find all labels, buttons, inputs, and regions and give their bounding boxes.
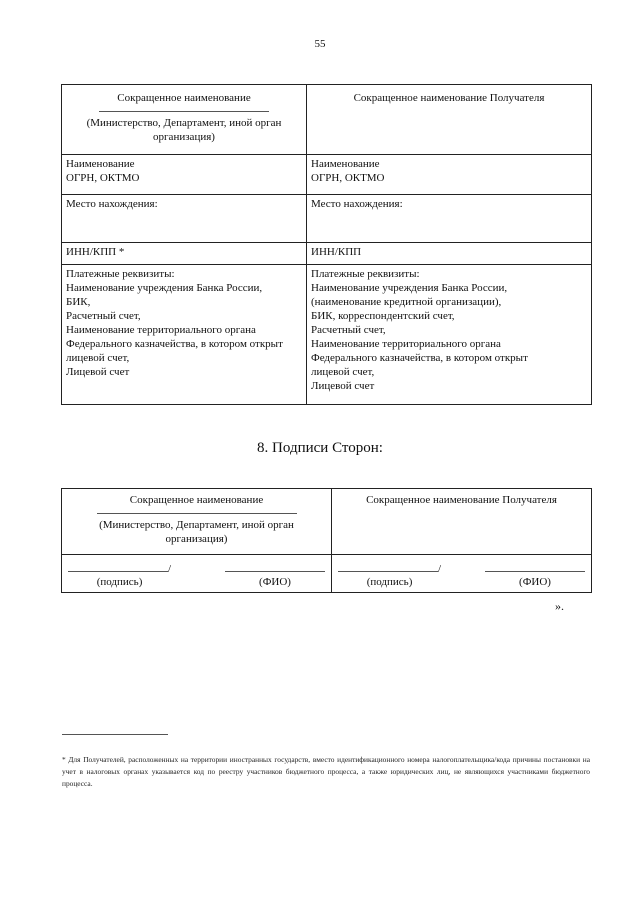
cell-line: лицевой счет,: [311, 366, 375, 378]
table-row: [62, 195, 592, 243]
page-number: 55: [314, 38, 326, 50]
inn-cell-right: [307, 243, 592, 265]
footnote-separator: [62, 734, 168, 735]
cell-line: лицевой счет,: [66, 352, 130, 364]
header-title: Сокращенное наименование: [117, 92, 251, 104]
right-party-header: [307, 85, 592, 155]
address-cell-left: [62, 195, 307, 243]
section-title: 8. Подписи Сторон:: [257, 440, 383, 456]
left-party-header: [62, 489, 332, 555]
table-row: [62, 265, 592, 405]
name-cell-right: [307, 155, 592, 195]
name-line: [225, 561, 325, 572]
signatures-table: [61, 488, 592, 593]
left-signature-cell: [62, 555, 332, 593]
cell-line: Наименование: [66, 158, 135, 170]
signature-line: [338, 561, 438, 572]
table-header-row: [62, 489, 592, 555]
cell-line: Платежные реквизиты:: [66, 268, 175, 280]
inn-cell-left: [62, 243, 307, 265]
signature-row: [62, 555, 592, 593]
cell-line: Наименование: [311, 158, 380, 170]
name-label: (ФИО): [259, 576, 291, 588]
signature-label: (подпись): [96, 576, 143, 588]
cell-line: (наименование кредитной организации),: [311, 296, 502, 308]
cell-line: БИК, корреспондентский счет,: [311, 310, 455, 322]
header-subtitle: организация): [165, 533, 228, 545]
slash: /: [438, 563, 442, 575]
cell-line: Наименование территориального органа: [66, 324, 256, 336]
header-title: Сокращенное наименование: [129, 494, 264, 506]
bank-details-right: [307, 265, 592, 405]
signature-line: [68, 561, 168, 572]
table-header-row: [62, 85, 592, 155]
cell-line: ИНН/КПП *: [66, 246, 125, 258]
table-row: [62, 155, 592, 195]
cell-line: Расчетный счет,: [311, 324, 386, 336]
cell-line: Расчетный счет,: [66, 310, 141, 322]
cell-line: Наименование учреждения Банка России,: [311, 282, 508, 294]
signature-block: [68, 561, 171, 589]
right-party-header: [332, 489, 592, 555]
cell-line: Место нахождения:: [66, 198, 158, 210]
signature-label: (подпись): [366, 576, 413, 588]
cell-line: Лицевой счет: [66, 366, 130, 378]
header-title: Сокращенное наименование Получателя: [353, 92, 545, 104]
closing-quote: ».: [555, 599, 564, 613]
header-subtitle: (Министерство, Департамент, иной орган: [86, 117, 282, 129]
cell-line: Место нахождения:: [311, 198, 403, 210]
name-line: [485, 561, 585, 572]
signature-block: [338, 561, 441, 589]
cell-line: Федерального казначейства, в котором открыт: [311, 352, 528, 364]
cell-line: БИК,: [66, 296, 91, 308]
requisites-table: [61, 84, 592, 405]
header-title: Сокращенное наименование Получателя: [366, 494, 557, 506]
name-cell-left: [62, 155, 307, 195]
cell-line: Наименование территориального органа: [311, 338, 501, 350]
name-block: [225, 561, 325, 589]
cell-line: ОГРН, ОКТМО: [66, 172, 140, 184]
header-subtitle: (Министерство, Департамент, иной орган: [99, 519, 294, 531]
underline: [99, 111, 269, 112]
footnote: * Для Получателей, расположенных на территории иностранных государств, вместо идентификационного номера налогоплательщика/кода причины постановки на учет в налоговых органах указывается код по реестру участников бюджетного процесса, а также юридических лиц, не являющихся участниками бюджетного процесса.: [62, 755, 590, 788]
slash: /: [168, 563, 172, 575]
left-party-header: [62, 85, 307, 155]
header-subtitle: организация): [153, 131, 215, 143]
address-cell-right: [307, 195, 592, 243]
table-row: [62, 243, 592, 265]
name-block: [485, 561, 585, 589]
cell-line: Наименование учреждения Банка России,: [66, 282, 263, 294]
right-signature-cell: [332, 555, 592, 593]
cell-line: ОГРН, ОКТМО: [311, 172, 385, 184]
cell-line: Платежные реквизиты:: [311, 268, 420, 280]
cell-line: Лицевой счет: [311, 380, 375, 392]
cell-line: Федерального казначейства, в котором открыт: [66, 338, 283, 350]
cell-line: ИНН/КПП: [311, 246, 362, 258]
name-label: (ФИО): [519, 576, 551, 588]
bank-details-left: [62, 265, 307, 405]
underline: [97, 513, 297, 514]
